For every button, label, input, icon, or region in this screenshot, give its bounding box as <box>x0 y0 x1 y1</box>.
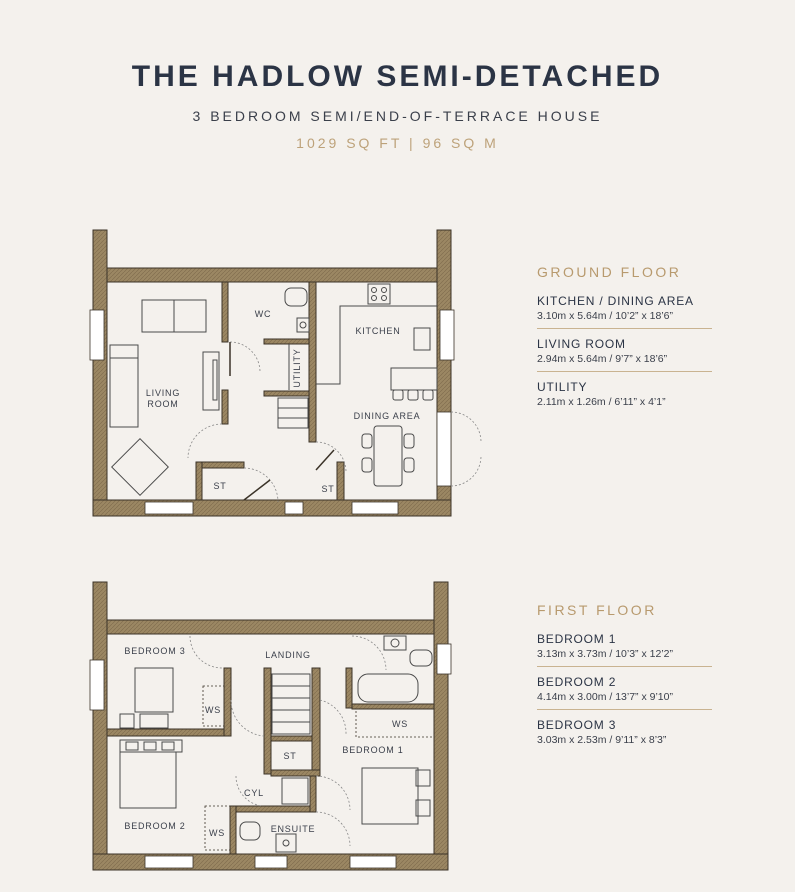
plan-label-st: ST <box>283 751 297 761</box>
ground-floor-heading: GROUND FLOOR <box>537 264 682 280</box>
legend-room <box>537 632 712 667</box>
legend-room-name: BEDROOM 2 <box>537 675 617 689</box>
ground-floor-plan <box>93 230 451 516</box>
legend-room-name: KITCHEN / DINING AREA <box>537 294 694 308</box>
legend-room-dims: 4.14m x 3.00m / 13’7” x 9’10” <box>537 691 673 703</box>
first-floor-legend <box>537 602 712 760</box>
plan-label-ws-bottom: WS <box>208 828 226 838</box>
plan-label-bedroom2: BEDROOM 2 <box>124 821 186 831</box>
legend-room-name: UTILITY <box>537 380 588 394</box>
plan-label-kitchen: KITCHEN <box>355 326 401 336</box>
ground-floor-legend <box>537 264 712 422</box>
plan-label-ensuite: ENSUITE <box>270 824 316 834</box>
plan-label-utility: UTILITY <box>292 348 302 388</box>
plan-label-living-2: ROOM <box>147 399 179 409</box>
plan-label-bedroom3: BEDROOM 3 <box>124 646 186 656</box>
legend-room-dims: 2.94m x 5.64m / 9’7” x 18’6” <box>537 353 668 365</box>
legend-room <box>537 380 712 414</box>
page-title: THE HADLOW SEMI-DETACHED <box>131 60 664 93</box>
legend-room-name: LIVING ROOM <box>537 337 626 351</box>
legend-room <box>537 675 712 710</box>
plan-label-landing: LANDING <box>265 650 311 660</box>
first-floor-fixtures <box>120 636 432 852</box>
plan-label-wc: WC <box>254 309 272 319</box>
legend-room-dims: 3.13m x 3.73m / 10’3” x 12’2” <box>537 648 673 660</box>
legend-room-dims: 3.03m x 2.53m / 9’11” x 8’3” <box>537 734 667 746</box>
plan-label-dining: DINING AREA <box>353 411 421 421</box>
legend-room-dims: 3.10m x 5.64m / 10’2” x 18’6” <box>537 310 673 322</box>
plan-label-st-left: ST <box>213 481 227 491</box>
page-subtitle: 3 BEDROOM SEMI/END-OF-TERRACE HOUSE <box>192 108 603 124</box>
first-floor-heading: FIRST FLOOR <box>537 602 657 618</box>
legend-room <box>537 718 712 752</box>
floor-area: 1029 SQ FT | 96 SQ M <box>296 135 499 151</box>
legend-room-dims: 2.11m x 1.26m / 6’11” x 4’1” <box>537 396 666 408</box>
legend-room-name: BEDROOM 1 <box>537 632 617 646</box>
plan-label-cyl: CYL <box>244 788 264 798</box>
plan-label-st-right: ST <box>321 484 335 494</box>
ground-floor-door-leaves <box>230 342 334 500</box>
legend-room <box>537 294 712 329</box>
legend-room-name: BEDROOM 3 <box>537 718 617 732</box>
legend-room <box>537 337 712 372</box>
plan-label-ws-left: WS <box>204 705 222 715</box>
plan-label-living-1: LIVING <box>145 388 181 398</box>
plan-label-bedroom1: BEDROOM 1 <box>342 745 404 755</box>
plan-label-ws-right: WS <box>391 719 409 729</box>
